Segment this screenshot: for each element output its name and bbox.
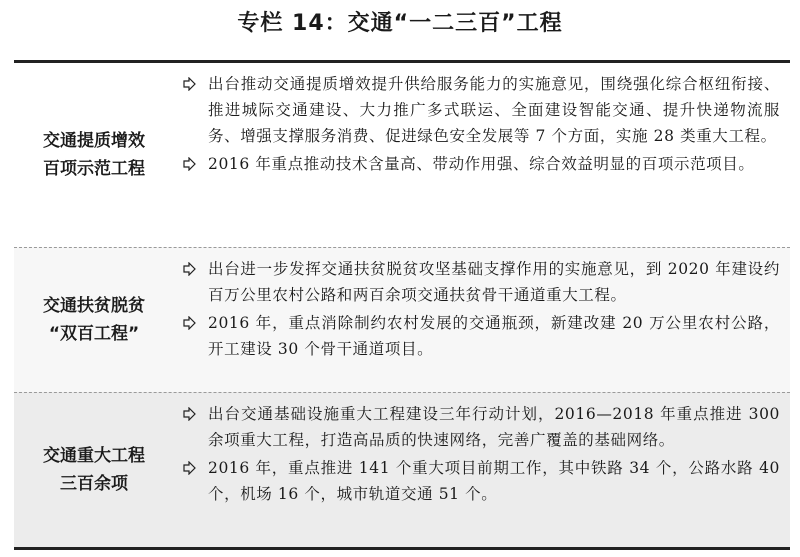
list-item	[174, 71, 780, 149]
arrow-bullet-icon	[182, 316, 196, 330]
bullet-list	[174, 401, 780, 507]
row-label-line: 百项示范工程	[43, 159, 145, 179]
bullet-text: 出台交通基础设施重大工程建设三年行动计划，2016—2018 年重点推进 300 余项重大工程，打造高品质的快速网络，完善广覆盖的基础网络。	[208, 405, 780, 449]
row-label	[14, 127, 174, 183]
bullet-text: 2016 年，重点消除制约农村发展的交通瓶颈，新建改建 20 万公里农村公路，开工建设 30 个骨干通道项目。	[208, 314, 780, 358]
arrow-bullet-icon	[182, 262, 196, 276]
bullet-text: 出台推动交通提质增效提升供给服务能力的实施意见，围绕强化综合枢纽衔接、推进城际交通建设、大力推广多式联运、全面建设智能交通、提升快递物流服务、增强支撑服务消费、促进绿色安全发展等 7 个方面，实施 28 类重大工程。	[208, 75, 780, 145]
table-row	[14, 63, 790, 247]
list-item	[174, 256, 780, 308]
table-row	[14, 392, 790, 547]
bullet-text: 出台进一步发挥交通扶贫脱贫攻坚基础支撑作用的实施意见，到 2020 年建设约百万公里农村公路和两百余项交通扶贫骨干通道重大工程。	[208, 260, 780, 304]
feature-table	[14, 60, 790, 550]
list-item	[174, 151, 780, 177]
list-item	[174, 455, 780, 507]
arrow-bullet-icon	[182, 461, 196, 475]
bullet-text: 2016 年，重点推进 141 个重大项目前期工作，其中铁路 34 个，公路水路 40 个，机场 16 个，城市轨道交通 51 个。	[208, 459, 780, 503]
bullet-list	[174, 256, 780, 362]
row-label-line: 三百余项	[60, 474, 128, 494]
bullet-text: 2016 年重点推动技术含量高、带动作用强、综合效益明显的百项示范项目。	[208, 155, 755, 173]
table-row	[14, 247, 790, 392]
row-label-line: “双百工程”	[48, 324, 140, 344]
arrow-bullet-icon	[182, 407, 196, 421]
row-label-line: 交通扶贫脱贫	[43, 296, 145, 316]
arrow-bullet-icon	[182, 77, 196, 91]
page-title: 专栏 14：交通“一二三百”工程	[237, 11, 563, 36]
bullet-list	[174, 71, 780, 177]
arrow-bullet-icon	[182, 157, 196, 171]
row-label	[14, 442, 174, 498]
row-label-line: 交通提质增效	[43, 131, 145, 151]
row-label	[14, 292, 174, 348]
row-label-line: 交通重大工程	[43, 446, 145, 466]
list-item	[174, 310, 780, 362]
list-item	[174, 401, 780, 453]
